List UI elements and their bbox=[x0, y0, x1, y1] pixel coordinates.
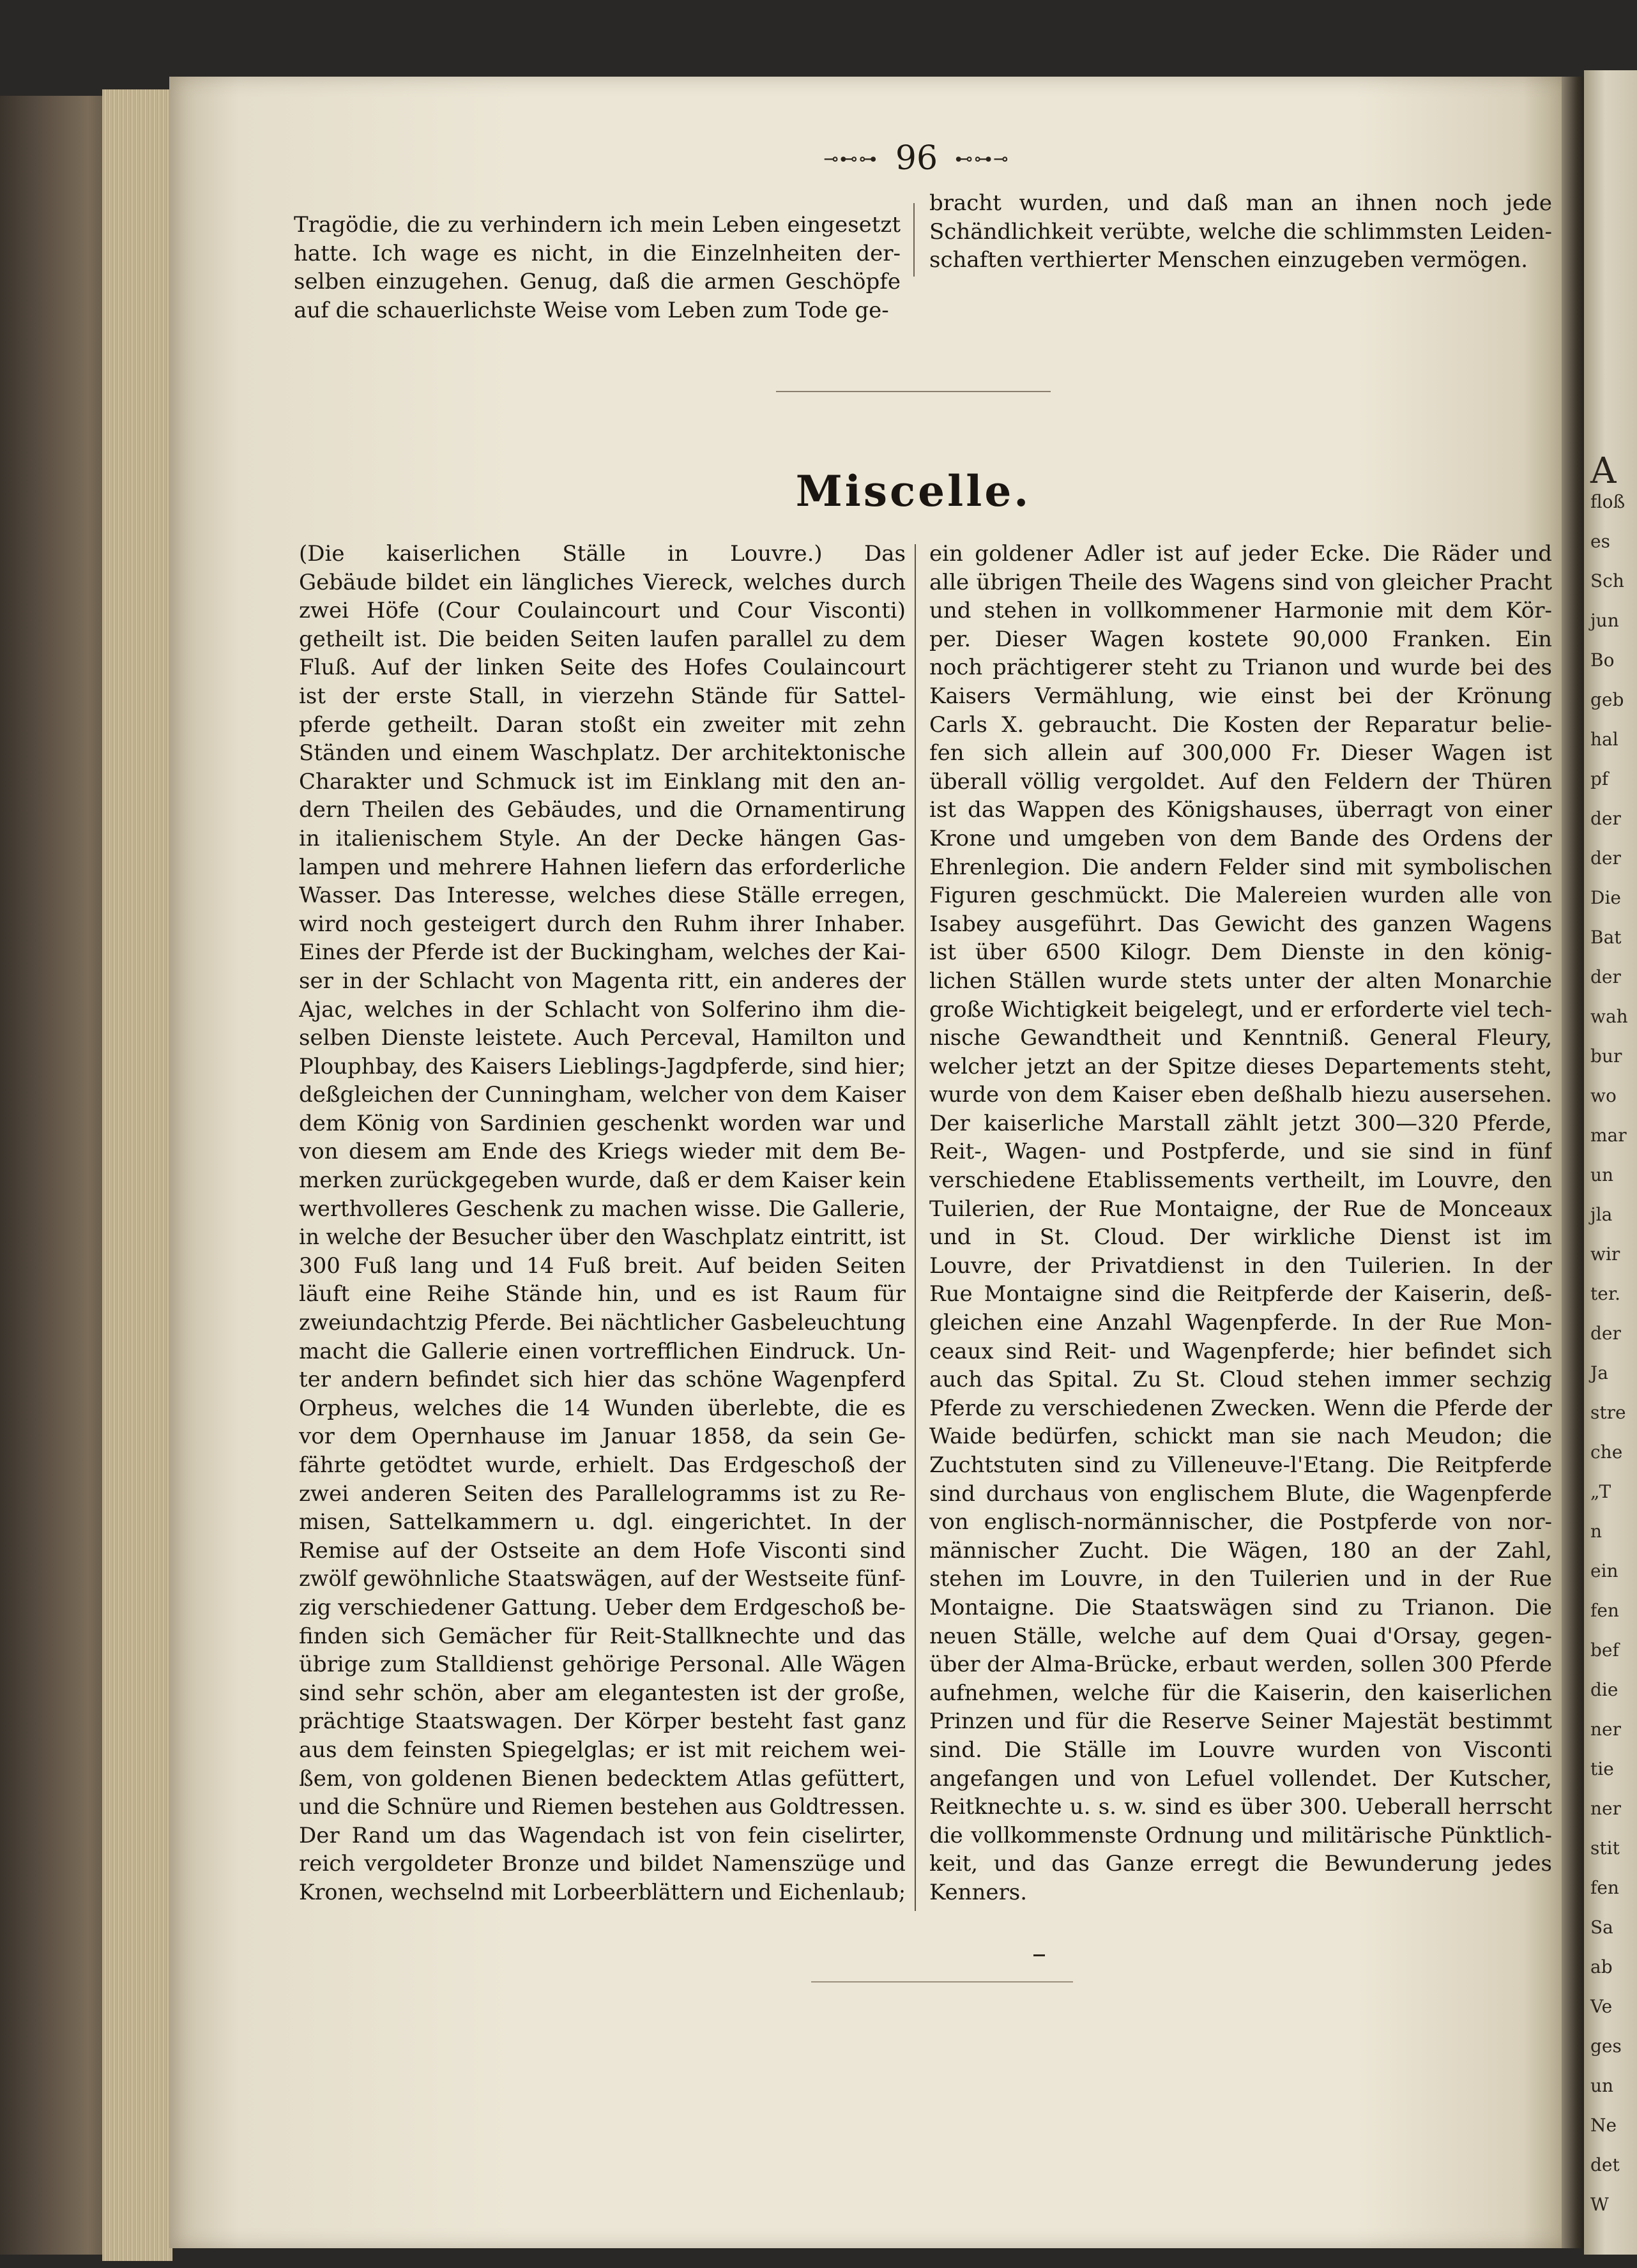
book-gutter bbox=[1562, 77, 1587, 2248]
adjacent-page-word: der bbox=[1590, 808, 1621, 829]
text-line: Der kaiserliche Marstall zählt jetzt 300—320 Pferde, bbox=[929, 1110, 1552, 1136]
page-stack-edge bbox=[102, 89, 172, 2261]
text-line: alle übrigen Theile des Wagens sind von gleicher Pracht bbox=[929, 569, 1552, 595]
end-mark bbox=[1033, 1954, 1045, 1956]
column-divider bbox=[915, 544, 916, 1911]
text-line: noch prächtigerer steht zu Trianon und wurde bei des bbox=[929, 655, 1552, 681]
adjacent-page-word: Bat bbox=[1590, 927, 1622, 948]
text-line: aufnehmen, welche für die Kaiserin, den kaiserlichen bbox=[929, 1680, 1552, 1706]
text-line: Reitknechte u. s. w. sind es über 300. Ueberall herrscht bbox=[929, 1794, 1552, 1820]
text-line: große Wichtigkeit beigelegt, und er erforderte viel tech- bbox=[929, 996, 1552, 1023]
text-line: wird noch gesteigert durch den Ruhm ihrer Inhaber. bbox=[299, 911, 906, 937]
text-line: Louvre, der Privatdienst in den Tuilerien. In der bbox=[929, 1252, 1552, 1279]
text-line: stehen im Louvre, in den Tuilerien und in der Rue bbox=[929, 1566, 1552, 1592]
text-line: selben einzugehen. Genug, daß die armen Geschöpfe bbox=[294, 269, 901, 295]
text-line: lichen Ställen wurde stets unter der alten Monarchie bbox=[929, 968, 1552, 994]
adjacent-page-word: jla bbox=[1590, 1204, 1613, 1225]
text-line: Fluß. Auf der linken Seite des Hofes Coulaincourt bbox=[299, 655, 906, 681]
text-line: Wasser. Das Interesse, welches diese Ställe erregen, bbox=[299, 883, 906, 909]
continued-text-left-column bbox=[294, 211, 901, 324]
text-line: Ajac, welches in der Schlacht von Solferino ihm die- bbox=[299, 996, 906, 1023]
text-line: ceaux sind Reit- und Wagenpferde; hier befindet sich bbox=[929, 1338, 1552, 1364]
text-line: Charakter und Schmuck ist im Einklang mit den an- bbox=[299, 768, 906, 795]
text-line: Ehrenlegion. Die andern Felder sind mit symbolischen bbox=[929, 854, 1552, 880]
text-line: Kronen, wechselnd mit Lorbeerblättern und Eichenlaub; bbox=[299, 1879, 906, 1905]
text-line: verschiedene Etablissements vertheilt, im Louvre, den bbox=[929, 1168, 1552, 1194]
section-separator-rule bbox=[776, 391, 1051, 392]
text-line: Eines der Pferde ist der Buckingham, welches der Kai- bbox=[299, 940, 906, 966]
article-left-column bbox=[299, 540, 906, 1907]
text-line: pferde getheilt. Daran stoßt ein zweiter mit zehn bbox=[299, 712, 906, 738]
text-line: Prinzen und für die Reserve Seiner Majestät bestimmt bbox=[929, 1709, 1552, 1735]
adjacent-page-word: der bbox=[1590, 1323, 1621, 1344]
text-line: in italienischem Style. An der Decke hängen Gas- bbox=[299, 825, 906, 851]
adjacent-page-word: stre bbox=[1590, 1402, 1626, 1423]
article-right-column bbox=[929, 540, 1552, 1907]
text-line: Rue Montaigne sind die Reitpferde der Kaiserin, deß- bbox=[929, 1281, 1552, 1307]
text-line: finden sich Gemächer für Reit-Stallknechte und das bbox=[299, 1623, 906, 1649]
header-ornament-left: ⊸⊷⊶ bbox=[823, 148, 878, 169]
adjacent-page-word: det bbox=[1590, 2154, 1620, 2175]
text-line: hatte. Ich wage es nicht, in die Einzelnheiten der- bbox=[294, 240, 901, 266]
header-ornament-right: ⊷⊶⊸ bbox=[955, 148, 1010, 169]
text-line: Tragödie, die zu verhindern ich mein Leben eingesetzt bbox=[294, 212, 901, 238]
text-line: werthvolleres Geschenk zu machen wisse. Die Gallerie, bbox=[299, 1196, 906, 1222]
page-header bbox=[811, 139, 1022, 178]
text-line: ter andern befindet sich hier das schöne Wagenpferd bbox=[299, 1367, 906, 1393]
text-line: angefangen und von Lefuel vollendet. Der Kutscher, bbox=[929, 1765, 1552, 1792]
adjacent-page-word: geb bbox=[1590, 689, 1624, 710]
text-line: Waide bedürfen, schickt man sie nach Meudon; die bbox=[929, 1424, 1552, 1450]
text-line: welcher jetzt an der Spitze dieses Departements steht, bbox=[929, 1053, 1552, 1079]
text-line: ist der erste Stall, in vierzehn Stände für Sattel- bbox=[299, 683, 906, 709]
adjacent-page-word: es bbox=[1590, 531, 1610, 552]
adjacent-page-word: die bbox=[1590, 1679, 1618, 1700]
text-line: zwölf gewöhnliche Staatswägen, auf der Westseite fünf- bbox=[299, 1566, 906, 1592]
adjacent-page-word: Ne bbox=[1590, 2115, 1617, 2136]
text-line: 300 Fuß lang und 14 Fuß breit. Auf beiden Seiten bbox=[299, 1252, 906, 1279]
adjacent-page-word: A bbox=[1590, 450, 1617, 492]
text-line: schaften verthierter Menschen einzugeben vermögen. bbox=[929, 247, 1528, 273]
text-line: ßem, von goldenen Bienen bedecktem Atlas gefüttert, bbox=[299, 1765, 906, 1792]
text-line: dern Theilen des Gebäudes, und die Ornamentirung bbox=[299, 797, 906, 823]
adjacent-page-word: che bbox=[1590, 1442, 1623, 1463]
adjacent-page-word: floß bbox=[1590, 491, 1626, 512]
text-line: macht die Gallerie einen vortrefflichen Eindruck. Un- bbox=[299, 1338, 906, 1364]
adjacent-page-word: bur bbox=[1590, 1046, 1622, 1067]
text-line: läuft eine Reihe Stände hin, und es ist Raum für bbox=[299, 1281, 906, 1307]
text-line: zweiundachtzig Pferde. Bei nächtlicher Gasbeleuchtung bbox=[299, 1310, 906, 1336]
adjacent-page-word: wir bbox=[1590, 1244, 1620, 1265]
text-line: aus dem feinsten Spiegelglas; er ist mit reichem wei- bbox=[299, 1737, 906, 1763]
text-line: Remise auf der Ostseite an dem Hofe Visconti sind bbox=[299, 1537, 906, 1564]
adjacent-page-word: „T bbox=[1590, 1481, 1611, 1502]
text-line: deßgleichen der Cunningham, welcher von dem Kaiser bbox=[299, 1082, 906, 1108]
text-line: fen sich allein auf 300,000 Fr. Dieser Wagen ist bbox=[929, 740, 1552, 766]
text-line: zwei Höfe (Cour Coulaincourt und Cour Visconti) bbox=[299, 598, 906, 624]
adjacent-page-word: ter. bbox=[1590, 1283, 1621, 1304]
text-line: Figuren geschmückt. Die Malereien wurden alle von bbox=[929, 883, 1552, 909]
adjacent-page-word: pf bbox=[1590, 768, 1609, 789]
text-line: per. Dieser Wagen kostete 90,000 Franken. Ein bbox=[929, 626, 1552, 652]
text-line: Zuchtstuten sind zu Villeneuve-l'Etang. Die Reitpferde bbox=[929, 1452, 1552, 1478]
text-line: dem König von Sardinien geschenkt worden war und bbox=[299, 1110, 906, 1136]
text-line: merken zurückgegeben wurde, daß er dem Kaiser kein bbox=[299, 1168, 906, 1194]
text-line: (Die kaiserlichen Ställe in Louvre.) Das bbox=[299, 541, 906, 567]
text-line: Krone und umgeben von dem Bande des Ordens der bbox=[929, 825, 1552, 851]
text-line: und in St. Cloud. Der wirkliche Dienst ist im bbox=[929, 1224, 1552, 1251]
adjacent-page-word: hal bbox=[1590, 729, 1618, 750]
adjacent-page-word: n bbox=[1590, 1521, 1603, 1542]
column-divider bbox=[913, 203, 915, 277]
adjacent-page-word: W bbox=[1590, 2194, 1609, 2215]
adjacent-page-word: ner bbox=[1590, 1798, 1621, 1819]
text-line: neuen Ställe, welche auf dem Quai d'Orsay, gegen- bbox=[929, 1623, 1552, 1649]
text-line: sind durchaus von englischem Blute, die Wagenpferde bbox=[929, 1480, 1552, 1507]
text-line: keit, und das Ganze erregt die Bewunderung jedes bbox=[929, 1851, 1552, 1877]
adjacent-page-fragment bbox=[1584, 70, 1637, 2255]
adjacent-page-word: wo bbox=[1590, 1085, 1617, 1106]
text-line: zig verschiedener Gattung. Ueber dem Erdgeschoß be- bbox=[299, 1594, 906, 1620]
text-line: von englisch-normännischer, die Postpferde von nor- bbox=[929, 1509, 1552, 1535]
text-line: überall völlig vergoldet. Auf den Feldern der Thüren bbox=[929, 768, 1552, 795]
text-line: Gebäude bildet ein längliches Viereck, welches durch bbox=[299, 569, 906, 595]
adjacent-page-word: jun bbox=[1590, 610, 1619, 631]
text-line: wurde von dem Kaiser eben deßhalb hiezu ausersehen. bbox=[929, 1082, 1552, 1108]
text-line: Pferde zu verschiedenen Zwecken. Wenn die Pferde der bbox=[929, 1395, 1552, 1421]
adjacent-page-word: Die bbox=[1590, 887, 1621, 908]
adjacent-page-word: stit bbox=[1590, 1838, 1620, 1859]
adjacent-page-word: der bbox=[1590, 848, 1621, 869]
text-line: in welche der Besucher über den Waschplatz eintritt, ist bbox=[299, 1224, 906, 1251]
text-line: prächtige Staatswagen. Der Körper besteht fast ganz bbox=[299, 1709, 906, 1735]
text-line: selben Dienste leistete. Auch Perceval, Hamilton und bbox=[299, 1025, 906, 1051]
adjacent-page-word: Sch bbox=[1590, 570, 1624, 591]
text-line: sind sehr schön, aber am elegantesten ist der große, bbox=[299, 1680, 906, 1706]
text-line: über der Alma-Brücke, erbaut werden, sollen 300 Pferde bbox=[929, 1652, 1552, 1678]
page-number: 96 bbox=[895, 139, 938, 178]
text-line: ein goldener Adler ist auf jeder Ecke. Die Räder und bbox=[929, 541, 1552, 567]
adjacent-page-word: ges bbox=[1590, 2036, 1622, 2057]
text-line: Schändlichkeit verübte, welche die schlimmsten Leiden- bbox=[929, 218, 1552, 245]
text-line: übrige zum Stalldienst gehörige Personal. Alle Wägen bbox=[299, 1652, 906, 1678]
adjacent-page-word: tie bbox=[1590, 1758, 1614, 1779]
text-line: gleichen eine Anzahl Wagenpferde. In der Rue Mon- bbox=[929, 1310, 1552, 1336]
text-line: auch das Spital. Zu St. Cloud stehen immer sechzig bbox=[929, 1367, 1552, 1393]
adjacent-page-word: ab bbox=[1590, 1956, 1613, 1977]
adjacent-page-word: bef bbox=[1590, 1640, 1619, 1661]
adjacent-page-word: fen bbox=[1590, 1600, 1619, 1621]
end-rule bbox=[811, 1981, 1073, 1983]
text-line: Isabey ausgeführt. Das Gewicht des ganzen Wagens bbox=[929, 911, 1552, 937]
text-line: von diesem am Ende des Kriegs wieder mit dem Be- bbox=[299, 1139, 906, 1165]
text-line: zwei anderen Seiten des Parallelogramms ist zu Re- bbox=[299, 1480, 906, 1507]
text-line: Reit-, Wagen- und Postpferde, und sie sind in fünf bbox=[929, 1139, 1552, 1165]
text-line: Montaigne. Die Staatswägen sind zu Trianon. Die bbox=[929, 1594, 1552, 1620]
text-line: und stehen in vollkommener Harmonie mit dem Kör- bbox=[929, 598, 1552, 624]
text-line: getheilt ist. Die beiden Seiten laufen parallel zu dem bbox=[299, 626, 906, 652]
adjacent-page-word: ein bbox=[1590, 1560, 1618, 1581]
text-line: Ständen und einem Waschplatz. Der architektonische bbox=[299, 740, 906, 766]
text-line: fährte getödtet wurde, erhielt. Das Erdgeschoß der bbox=[299, 1452, 906, 1478]
adjacent-page-word: fen bbox=[1590, 1877, 1619, 1898]
text-line: ser in der Schlacht von Magenta ritt, ein anderes der bbox=[299, 968, 906, 994]
text-line: vor dem Opernhause im Januar 1858, da sein Ge- bbox=[299, 1424, 906, 1450]
adjacent-page-word: Ja bbox=[1590, 1362, 1608, 1383]
text-line: und die Schnüre und Riemen bestehen aus Goldtressen. bbox=[299, 1794, 906, 1820]
text-line: misen, Sattelkammern u. dgl. eingerichtet. In der bbox=[299, 1509, 906, 1535]
adjacent-page-word: mar bbox=[1590, 1125, 1627, 1146]
text-line: Carls X. gebraucht. Die Kosten der Reparatur belie- bbox=[929, 712, 1552, 738]
text-line: Plouphbay, des Kaisers Lieblings-Jagdpferde, sind hier; bbox=[299, 1053, 906, 1079]
text-line: sind. Die Ställe im Louvre wurden von Visconti bbox=[929, 1737, 1552, 1763]
adjacent-page-word: der bbox=[1590, 966, 1621, 987]
text-line: nische Gewandtheit und Kenntniß. General Fleury, bbox=[929, 1025, 1552, 1051]
text-line: bracht wurden, und daß man an ihnen noch jede bbox=[929, 190, 1552, 216]
adjacent-page-word: Sa bbox=[1590, 1917, 1613, 1938]
text-line: die vollkommenste Ordnung und militärische Pünktlich- bbox=[929, 1822, 1552, 1848]
adjacent-page-word: un bbox=[1590, 1164, 1614, 1185]
text-line: Kaisers Vermählung, wie einst bei der Krönung bbox=[929, 683, 1552, 709]
text-line: lampen und mehrere Hahnen liefern das erforderliche bbox=[299, 854, 906, 880]
text-line: Orpheus, welches die 14 Wunden überlebte, die es bbox=[299, 1395, 906, 1421]
continued-text-right-column bbox=[929, 189, 1552, 275]
adjacent-page-word: wah bbox=[1590, 1006, 1628, 1027]
text-line: männischer Zucht. Die Wägen, 180 an der Zahl, bbox=[929, 1537, 1552, 1564]
text-line: Kenners. bbox=[929, 1879, 1028, 1905]
text-line: ist über 6500 Kilogr. Dem Dienste in den könig- bbox=[929, 940, 1552, 966]
adjacent-page-word: un bbox=[1590, 2075, 1614, 2096]
section-title: Miscelle. bbox=[795, 466, 1032, 516]
text-line: ist das Wappen des Königshauses, überragt von einer bbox=[929, 797, 1552, 823]
text-line: Tuilerien, der Rue Montaigne, der Rue de Monceaux bbox=[929, 1196, 1552, 1222]
adjacent-page-word: Bo bbox=[1590, 650, 1615, 671]
adjacent-page-word: ner bbox=[1590, 1719, 1621, 1740]
text-line: Der Rand um das Wagendach ist von fein ciselirter, bbox=[299, 1822, 906, 1848]
text-line: reich vergoldeter Bronze und bildet Namenszüge und bbox=[299, 1851, 906, 1877]
adjacent-page-word: Ve bbox=[1590, 1996, 1613, 2017]
text-line: auf die schauerlichste Weise vom Leben zum Tode ge- bbox=[294, 297, 889, 323]
